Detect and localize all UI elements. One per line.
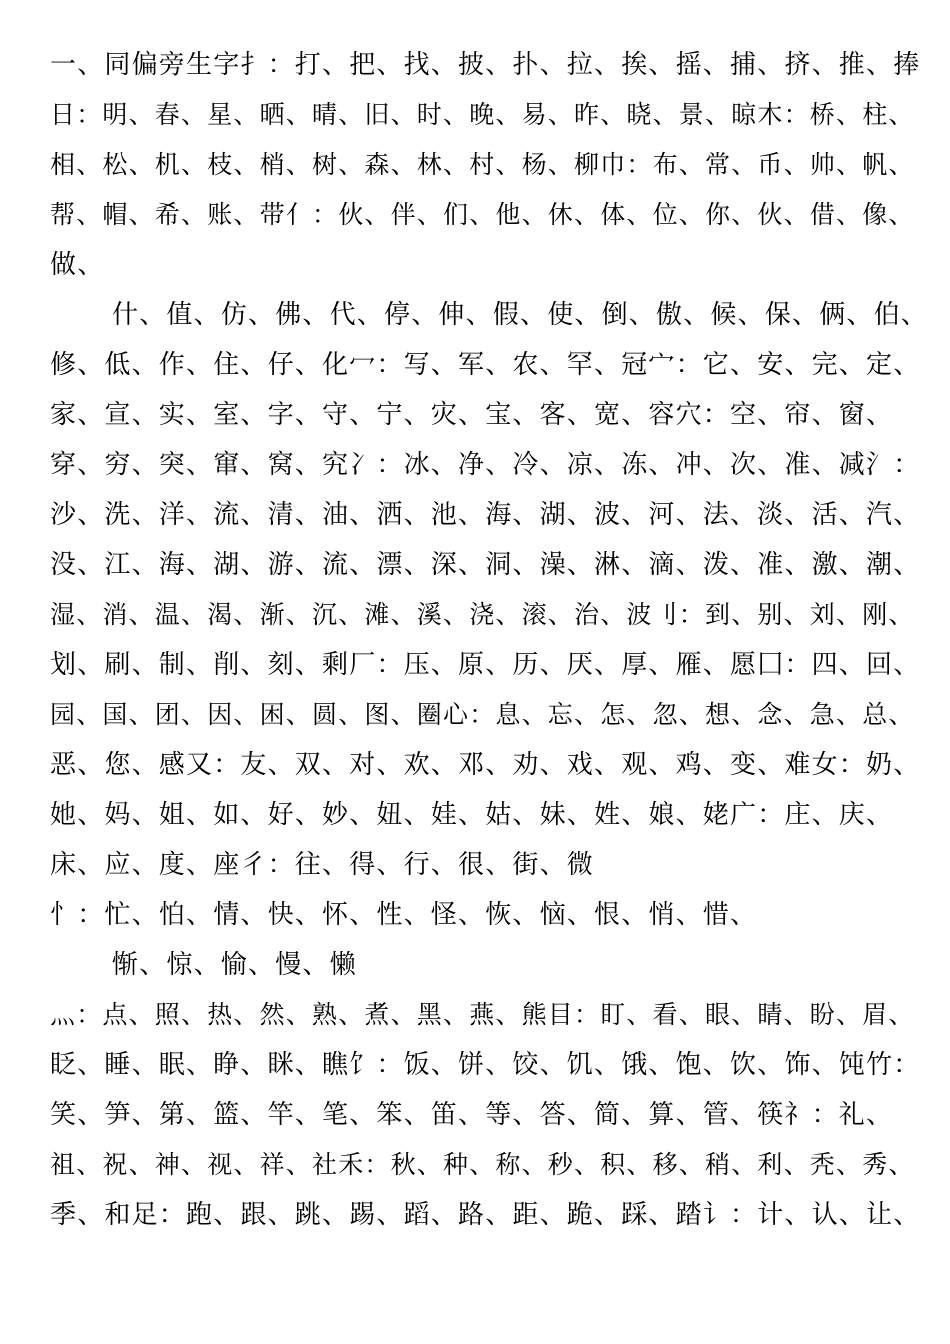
text-line-4: 帮、帽、希、账、带亻：伙、伴、们、他、休、体、位、你、伙、借、像、 bbox=[50, 200, 915, 229]
text-line-8: 家、宣、实、室、字、守、宁、灾、宝、客、宽、容穴：空、帘、窗、 bbox=[50, 400, 894, 430]
text-line-13: 划、刷、制、削、刻、剩厂：压、原、历、厌、厚、雁、愿囗：四、回、 bbox=[50, 650, 921, 680]
text-line-19: 惭、惊、愉、慢、懒 bbox=[112, 950, 357, 980]
text-line-21: 眨、睡、眠、睁、眯、瞧饣：饭、饼、饺、饥、饿、饱、饮、饰、饨竹： bbox=[50, 1050, 921, 1080]
text-line-7: 修、低、作、住、仔、化冖：写、军、农、罕、冠宀：它、安、完、定、 bbox=[50, 350, 921, 380]
text-line-18: 忄：忙、怕、情、快、怀、性、怪、恢、恼、恨、悄、惜、 bbox=[50, 900, 758, 930]
text-line-10: 沙、洗、洋、流、清、油、洒、池、海、湖、波、河、法、淡、活、汽、 bbox=[50, 500, 921, 530]
text-line-15: 恶、您、感又：友、双、对、欢、邓、劝、戏、观、鸡、变、难女：奶、 bbox=[50, 750, 921, 780]
text-line-5: 做、 bbox=[50, 250, 105, 280]
text-line-24: 季、和足：跑、跟、跳、踢、蹈、路、距、跪、踩、踏讠：计、认、让、 bbox=[50, 1200, 921, 1230]
text-line-23: 祖、祝、神、视、祥、社禾：秋、种、称、秒、积、移、稍、利、秃、秀、 bbox=[50, 1150, 915, 1179]
text-line-1: 一、同偏旁生字扌：打、把、找、披、扑、拉、挨、摇、捕、挤、推、捧 bbox=[50, 50, 921, 80]
text-line-3: 相、松、机、枝、梢、树、森、林、村、杨、柳巾：布、常、币、帅、帆、 bbox=[50, 150, 915, 179]
text-line-22: 笑、笋、第、篮、竿、笔、笨、笛、等、答、简、算、管、筷礻：礼、 bbox=[50, 1100, 894, 1130]
text-line-20: 灬：点、照、热、然、熟、煮、黑、燕、熊目：盯、看、眼、睛、盼、眉、 bbox=[50, 1000, 915, 1029]
text-line-12: 湿、消、温、渴、渐、沉、滩、溪、浇、滚、治、波刂：到、别、刘、刚、 bbox=[50, 600, 915, 629]
text-line-2: 日：明、春、星、晒、晴、旧、时、晚、易、昨、晓、景、晾木：桥、柱、 bbox=[50, 100, 915, 129]
text-line-11: 没、江、海、湖、游、流、漂、深、洞、澡、淋、滴、泼、准、激、潮、 bbox=[50, 550, 921, 580]
text-line-9: 穿、穷、突、窜、窝、究冫：冰、净、冷、凉、冻、冲、次、准、减氵： bbox=[50, 450, 921, 480]
text-line-16: 她、妈、姐、如、好、妙、妞、娃、姑、妹、姓、娘、姥广：庄、庆、 bbox=[50, 800, 894, 830]
text-line-14: 园、国、团、因、困、圆、图、圈心：息、忘、怎、忽、想、念、急、总、 bbox=[50, 700, 915, 729]
text-line-6: 什、值、仿、佛、代、停、伸、假、使、倒、傲、候、保、俩、伯、 bbox=[112, 300, 929, 330]
text-line-17: 床、应、度、座彳：往、得、行、很、街、微 bbox=[50, 850, 595, 880]
